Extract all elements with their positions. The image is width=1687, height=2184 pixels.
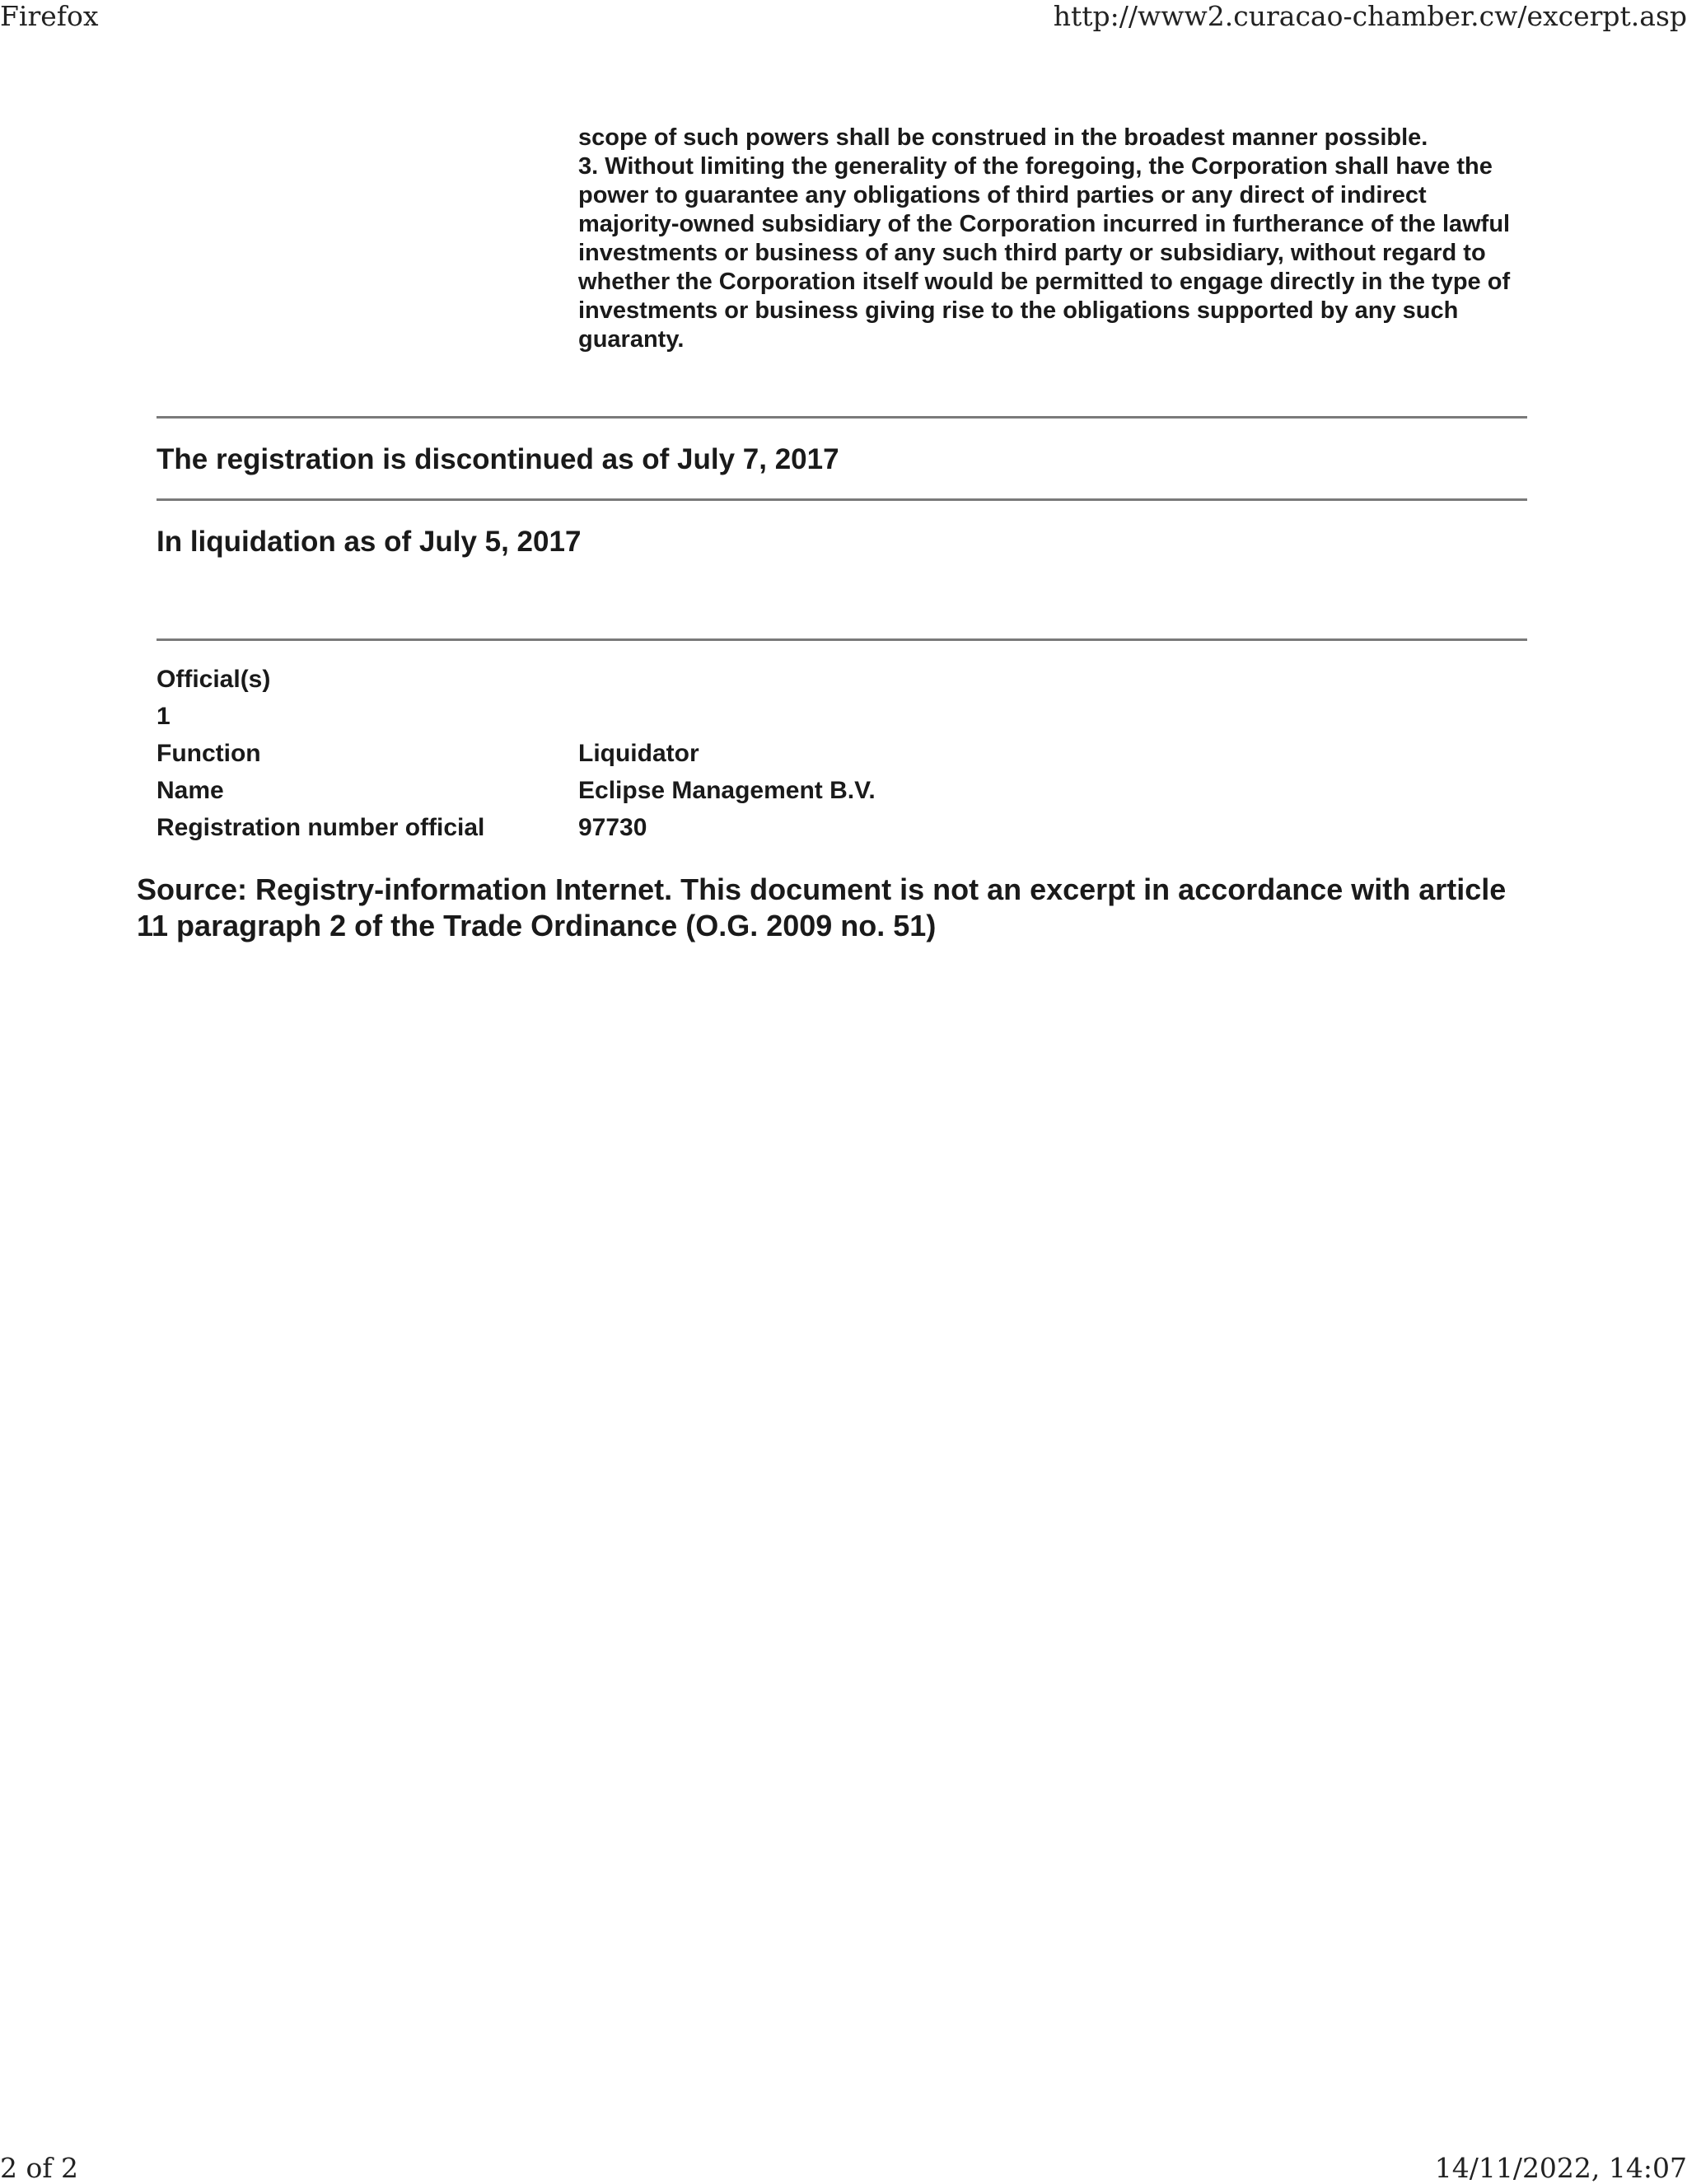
page-url: http://www2.curacao-chamber.cw/excerpt.asp [1053,0,1687,32]
discontinued-status: The registration is discontinued as of July 7, 2017 [157,443,839,475]
official-field-label: Function [157,739,261,767]
officials-heading-row [157,661,1527,698]
official-field-value: Eclipse Management B.V. [578,776,876,804]
page-number: 2 of 2 [0,2152,79,2184]
official-index-row [157,698,1527,735]
browser-name: Firefox [0,0,99,32]
purpose-paragraph-3: 3. Without limiting the generality of the foregoing, the Corporation shall have the power to guarantee any obligations of third parties or any direct of indirect majority-owned subsidiary of the Corporation incurred in furtherance of the lawful investments or business of any such third party or subsidiary, without regard to whether the Corporation itself would be permitted to engage directly in the type of investments or business giving rise to the obligations supported by any such guaranty. [578,153,1511,353]
excerpt-content [157,124,1527,846]
print-timestamp: 14/11/2022, 14:07 [1434,2152,1687,2184]
official-index: 1 [157,702,171,730]
official-field-value: 97730 [578,813,647,841]
officials-section [157,641,1527,846]
official-field-label: Name [157,776,224,804]
source-disclaimer: Source: Registry-information Internet. This document is not an excerpt in accordance with article 11 paragraph 2 of the Trade Ordinance (O.G. 2009 no. 51) [137,872,1507,942]
official-field-value: Liquidator [578,739,699,767]
official-registration-row [157,809,1527,846]
official-name-row [157,772,1527,809]
liquidation-status: In liquidation as of July 5, 2017 [157,526,582,558]
official-function-row [157,735,1527,772]
purpose-line-scope: scope of such powers shall be construed in the broadest manner possible. [578,124,1428,151]
purpose-text-block [578,124,1526,354]
print-footer [0,2152,1687,2183]
officials-heading: Official(s) [157,665,271,693]
print-header [0,0,1687,36]
official-field-label: Registration number official [157,813,485,841]
